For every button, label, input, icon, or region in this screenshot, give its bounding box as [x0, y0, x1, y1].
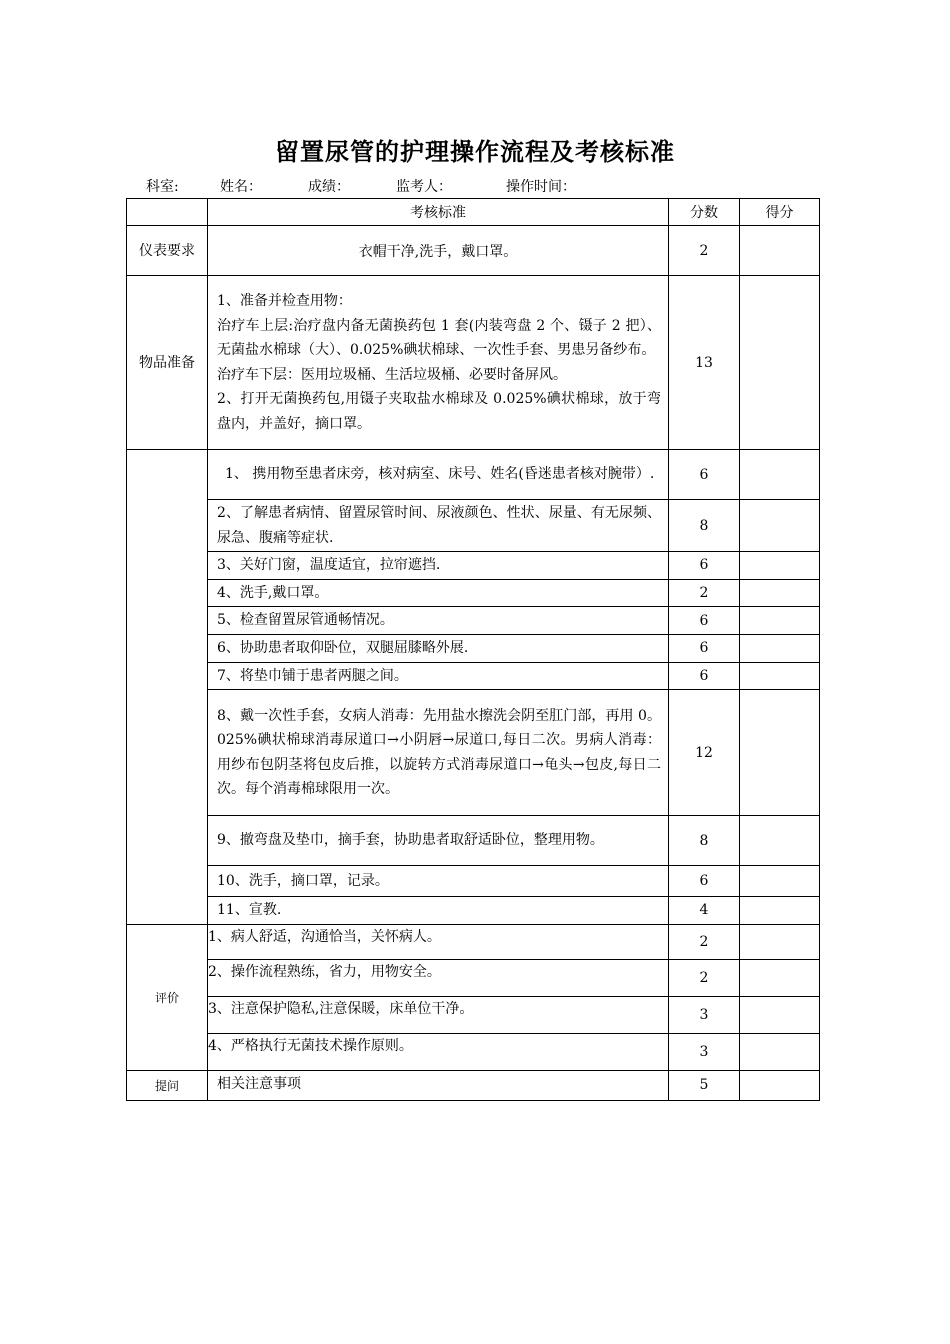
prep-line: 1、准备并检查用物： — [217, 293, 352, 309]
prep-text — [208, 276, 669, 450]
eval-row — [127, 1033, 820, 1070]
prep-row — [127, 276, 820, 450]
supervisor-label: 监考人： — [396, 179, 452, 195]
question-row — [127, 1070, 820, 1100]
prep-label: 物品准备 — [127, 276, 208, 450]
question-got-cell[interactable] — [740, 1070, 820, 1100]
step-got-cell[interactable] — [740, 579, 820, 607]
step-row — [127, 450, 820, 500]
eval-row — [127, 924, 820, 959]
step-row — [127, 607, 820, 635]
prep-got-cell[interactable] — [740, 276, 820, 450]
step-text: 5、检查留置尿管通畅情况。 — [208, 607, 669, 635]
header-row — [127, 199, 820, 226]
appearance-label: 仪表要求 — [127, 226, 208, 276]
appearance-points: 2 — [669, 226, 740, 276]
score-label: 成绩： — [308, 179, 350, 195]
header-blank-cell — [127, 199, 208, 226]
step-got-cell[interactable] — [740, 897, 820, 925]
assessment-table — [126, 198, 820, 1101]
dept-label: 科室: — [146, 179, 179, 195]
step-got-cell[interactable] — [740, 607, 820, 635]
info-line — [0, 176, 950, 196]
step-points: 6 — [669, 607, 740, 635]
step-row — [127, 866, 820, 897]
eval-points: 2 — [669, 959, 740, 996]
step-row — [127, 500, 820, 552]
appearance-got-cell[interactable] — [740, 226, 820, 276]
step-got-cell[interactable] — [740, 450, 820, 500]
step-text: 4、洗手,戴口罩。 — [208, 579, 669, 607]
step-points: 2 — [669, 579, 740, 607]
step-text: 9、撤弯盘及垫巾，摘手套，协助患者取舒适卧位，整理用物。 — [208, 816, 669, 866]
step-row — [127, 816, 820, 866]
step-text: 3、关好门窗，温度适宜，拉帘遮挡. — [208, 552, 669, 580]
step-text: 8、戴一次性手套，女病人消毒：先用盐水擦洗会阴至肛门部，再用 0。025%碘状棉球消毒尿道口→小阴唇→尿道口,每日二次。男病人消毒：用纱布包阴茎将包皮后推，以旋转方式消毒尿道口→龟头→包皮,每日二次。每个消毒棉球限用一次。 — [208, 690, 669, 816]
appearance-row — [127, 226, 820, 276]
eval-label: 评价 — [127, 924, 208, 1070]
page-title: 留置尿管的护理操作流程及考核标准 — [275, 138, 675, 166]
step-row — [127, 552, 820, 580]
question-text: 相关注意事项 — [208, 1070, 669, 1100]
step-got-cell[interactable] — [740, 552, 820, 580]
step-row — [127, 662, 820, 690]
step-text: 10、洗手，摘口罩，记录。 — [208, 866, 669, 897]
step-got-cell[interactable] — [740, 635, 820, 663]
step-text: 6、协助患者取仰卧位，双腿屈膝略外展. — [208, 635, 669, 663]
step-points: 6 — [669, 450, 740, 500]
eval-got-cell[interactable] — [740, 1033, 820, 1070]
prep-line: 治疗车上层:治疗盘内备无菌换药包 1 套(内装弯盘 2 个、镊子 2 把）、无菌盐水棉球（大）、0.025%碘状棉球、一次性手套、男患另备纱布。 — [217, 317, 661, 358]
step-points: 8 — [669, 500, 740, 552]
step-points: 8 — [669, 816, 740, 866]
step-row — [127, 897, 820, 925]
step-row — [127, 690, 820, 816]
step-row — [127, 635, 820, 663]
eval-text: 3、注意保护隐私,注意保暖，床单位干净。 — [208, 996, 669, 1033]
step-points: 6 — [669, 635, 740, 663]
time-label: 操作时间： — [506, 179, 576, 195]
prep-line: 2、打开无菌换药包,用镊子夹取盐水棉球及 0.025%碘状棉球，放于弯盘内，并盖好，摘口罩。 — [217, 391, 661, 432]
step-row — [127, 579, 820, 607]
eval-row — [127, 959, 820, 996]
eval-points: 3 — [669, 996, 740, 1033]
step-text: 7、将垫巾铺于患者两腿之间。 — [208, 662, 669, 690]
step-points: 6 — [669, 866, 740, 897]
step-text: 2、了解患者病情、留置尿管时间、尿液颜色、性状、尿量、有无尿频、尿急、腹痛等症状. — [208, 500, 669, 552]
eval-points: 2 — [669, 924, 740, 959]
header-points: 分数 — [669, 199, 740, 226]
prep-line: 治疗车下层：医用垃圾桶、生活垃圾桶、必要时备屏风。 — [217, 366, 567, 383]
prep-points: 13 — [669, 276, 740, 450]
step-got-cell[interactable] — [740, 662, 820, 690]
eval-text: 4、严格执行无菌技术操作原则。 — [208, 1033, 669, 1070]
step-text: 1、 携用物至患者床旁，核对病室、床号、姓名(昏迷患者核对腕带）. — [208, 450, 669, 500]
eval-text: 1、病人舒适，沟通恰当，关怀病人。 — [208, 924, 669, 959]
header-criteria: 考核标准 — [208, 199, 669, 226]
step-points: 4 — [669, 897, 740, 925]
step-points: 6 — [669, 552, 740, 580]
name-label: 姓名： — [220, 179, 262, 195]
eval-got-cell[interactable] — [740, 924, 820, 959]
question-points: 5 — [669, 1070, 740, 1100]
step-got-cell[interactable] — [740, 816, 820, 866]
step-text: 11、宣教. — [208, 897, 669, 925]
steps-label-cell — [127, 450, 208, 925]
step-points: 6 — [669, 662, 740, 690]
step-points: 12 — [669, 690, 740, 816]
question-label: 提问 — [127, 1070, 208, 1100]
eval-got-cell[interactable] — [740, 959, 820, 996]
step-got-cell[interactable] — [740, 690, 820, 816]
step-got-cell[interactable] — [740, 500, 820, 552]
header-got: 得分 — [740, 199, 820, 226]
step-got-cell[interactable] — [740, 866, 820, 897]
eval-got-cell[interactable] — [740, 996, 820, 1033]
eval-text: 2、操作流程熟练，省力，用物安全。 — [208, 959, 669, 996]
eval-row — [127, 996, 820, 1033]
eval-points: 3 — [669, 1033, 740, 1070]
appearance-text: 衣帽干净,洗手，戴口罩。 — [208, 226, 669, 276]
